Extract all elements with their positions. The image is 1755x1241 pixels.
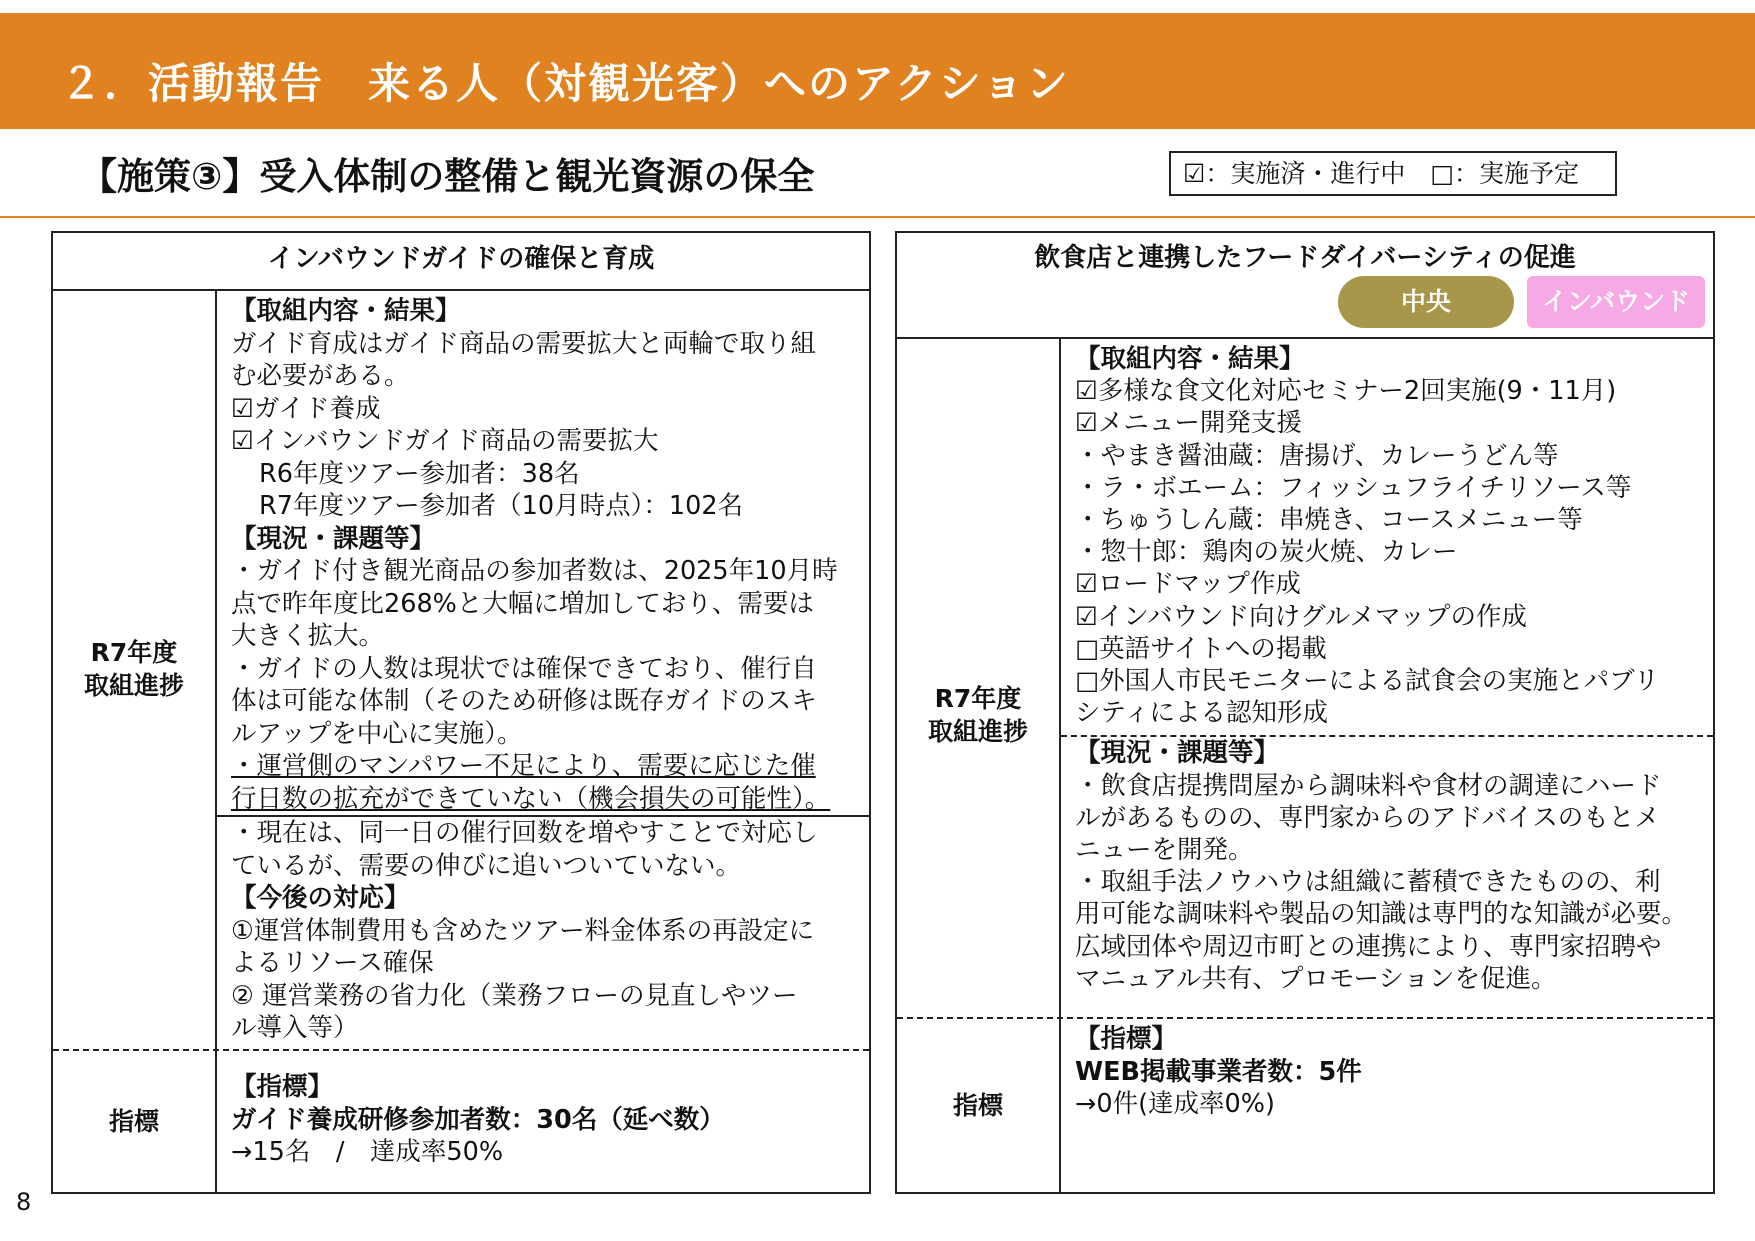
text-line: ニューを開発。 <box>1075 835 1254 866</box>
left-panel-heading: インバウンドガイドの確保と育成 <box>53 233 869 291</box>
divider <box>0 216 1755 218</box>
text-line: む必要がある。 <box>231 361 410 391</box>
text-line: ・やまき醤油蔵：唐揚げ、カレーうどん等 <box>1075 440 1559 471</box>
text-line: ・飲食店提携問屋から調味料や食材の調達にハード <box>1075 770 1662 801</box>
right-progress-content <box>1061 337 1713 1092</box>
page-title: ２．活動報告 来る人（対観光客）へのアクション <box>60 59 1070 108</box>
text-line: ・取組手法ノウハウは組織に蓄積できたものの、利 <box>1075 867 1661 898</box>
section-heading: 【取組内容・結果】 <box>231 296 461 326</box>
page-number: 8 <box>16 1188 32 1216</box>
kpi-result: →0件(達成率0%) <box>1075 1089 1275 1119</box>
checklist-item: ☑ロードマップ作成 <box>1075 569 1301 600</box>
tag-chuo: 中央 <box>1338 276 1514 328</box>
kpi-result: →15名 / 達成率50% <box>231 1137 504 1167</box>
text-line: R7年度ツアー参加者（10月時点）：102名 <box>259 491 744 521</box>
text-line: 体は可能な体制（そのため研修は既存ガイドのスキ <box>231 686 817 716</box>
text-line: ・現在は、同一日の催行回数を増やすことで対応し <box>231 818 818 848</box>
section-heading: 【取組内容・結果】 <box>1075 344 1305 374</box>
checklist-item: ☑多様な食文化対応セミナー2回実施(9・11月) <box>1075 376 1617 407</box>
text-line: ・ちゅうしん蔵：串焼き、コースメニュー等 <box>1075 505 1583 536</box>
text-line: ルがあるものの、専門家からのアドバイスのもとメ <box>1075 802 1660 833</box>
right-panel-heading: 飲食店と連携したフードダイバーシティの促進 <box>1034 243 1576 273</box>
label-line: R7年度 <box>934 683 1022 713</box>
underlined-line: ・運営側のマンパワー不足により、需要に応じた催 <box>231 751 816 781</box>
checklist-item: ☑メニュー開発支援 <box>1075 408 1302 439</box>
right-panel-header <box>897 233 1713 339</box>
label-line: 取組進捗 <box>927 716 1028 746</box>
section-heading: 【今後の対応】 <box>231 883 410 913</box>
kpi-target: ガイド養成研修参加者数：30名（延べ数） <box>231 1104 725 1135</box>
text-line: マニュアル共有、プロモーションを促進。 <box>1075 963 1557 994</box>
text-line: ガイド育成はガイド商品の需要拡大と両輪で取り組 <box>231 328 816 359</box>
left-panel <box>51 231 871 1194</box>
checklist-item: ☑インバウンド向けグルメマップの作成 <box>1075 601 1528 632</box>
text-line: ・ガイドの人数は現状では確保できており、催行自 <box>231 653 817 684</box>
text-line: ② 運営業務の省力化（業務フローの見直しやツー <box>231 980 798 1011</box>
left-kpi-content <box>217 1051 869 1192</box>
text-line: ・ガイド付き観光商品の参加者数は、2025年10月時 <box>231 556 838 586</box>
right-panel <box>895 231 1715 1194</box>
right-progress-label <box>897 337 1061 1092</box>
checklist-item: □英語サイトへの掲載 <box>1075 633 1327 664</box>
text-line: ・惣十郎：鶏肉の炭火焼、カレー <box>1075 537 1458 568</box>
text-line: ているが、需要の伸びに追いついていない。 <box>231 850 742 881</box>
kpi-target: WEB掲載事業者数：5件 <box>1075 1056 1362 1087</box>
text-line: よるリソース確保 <box>231 948 434 978</box>
section-heading: 【指標】 <box>1075 1024 1178 1054</box>
label-line: R7年度 <box>90 638 178 667</box>
section-heading: 【現況・課題等】 <box>1075 738 1280 769</box>
text-line: ルアップを中心に実施）。 <box>231 718 523 749</box>
status-legend: ☑：実施済・進行中 □：実施予定 <box>1169 151 1617 196</box>
left-kpi-label: 指標 <box>53 1051 217 1192</box>
left-progress-content <box>217 289 869 1049</box>
right-kpi-label: 指標 <box>897 1019 1061 1192</box>
text-line: 広域団体や周辺市町との連携により、専門家招聘や <box>1075 931 1662 962</box>
text-line: 用可能な調味料や製品の知識は専門的な知識が必要。 <box>1075 899 1688 930</box>
checklist-item: □外国人市民モニターによる試食会の実施とパブリ <box>1075 666 1660 697</box>
title-banner <box>0 13 1755 129</box>
section-subtitle: 【施策③】受入体制の整備と観光資源の保全 <box>80 155 815 198</box>
text-line: シティによる認知形成 <box>1075 698 1328 729</box>
text-line: 点で昨年度比268%と大幅に増加しており、需要は <box>231 588 814 619</box>
left-progress-label <box>53 289 217 1049</box>
text-line: ①運営体制費用も含めたツアー料金体系の再設定に <box>231 915 815 946</box>
text-line: ・ラ・ボエーム：フィッシュフライチリソース等 <box>1075 472 1632 503</box>
section-heading: 【指標】 <box>231 1072 334 1102</box>
text-line: 大きく拡大。 <box>231 621 385 651</box>
right-kpi-content <box>1061 1019 1713 1192</box>
text-line: ル導入等） <box>231 1013 359 1043</box>
underlined-line: 行日数の拡充ができていない（機会損失の可能性）。 <box>231 783 831 814</box>
checklist-item: ☑ガイド養成 <box>231 393 381 424</box>
section-heading: 【現況・課題等】 <box>231 523 436 554</box>
checklist-item: ☑インバウンドガイド商品の需要拡大 <box>231 426 659 456</box>
text-line: R6年度ツアー参加者：38名 <box>259 458 580 489</box>
tag-inbound: インバウンド <box>1527 276 1705 328</box>
label-line: 取組進捗 <box>83 671 184 700</box>
